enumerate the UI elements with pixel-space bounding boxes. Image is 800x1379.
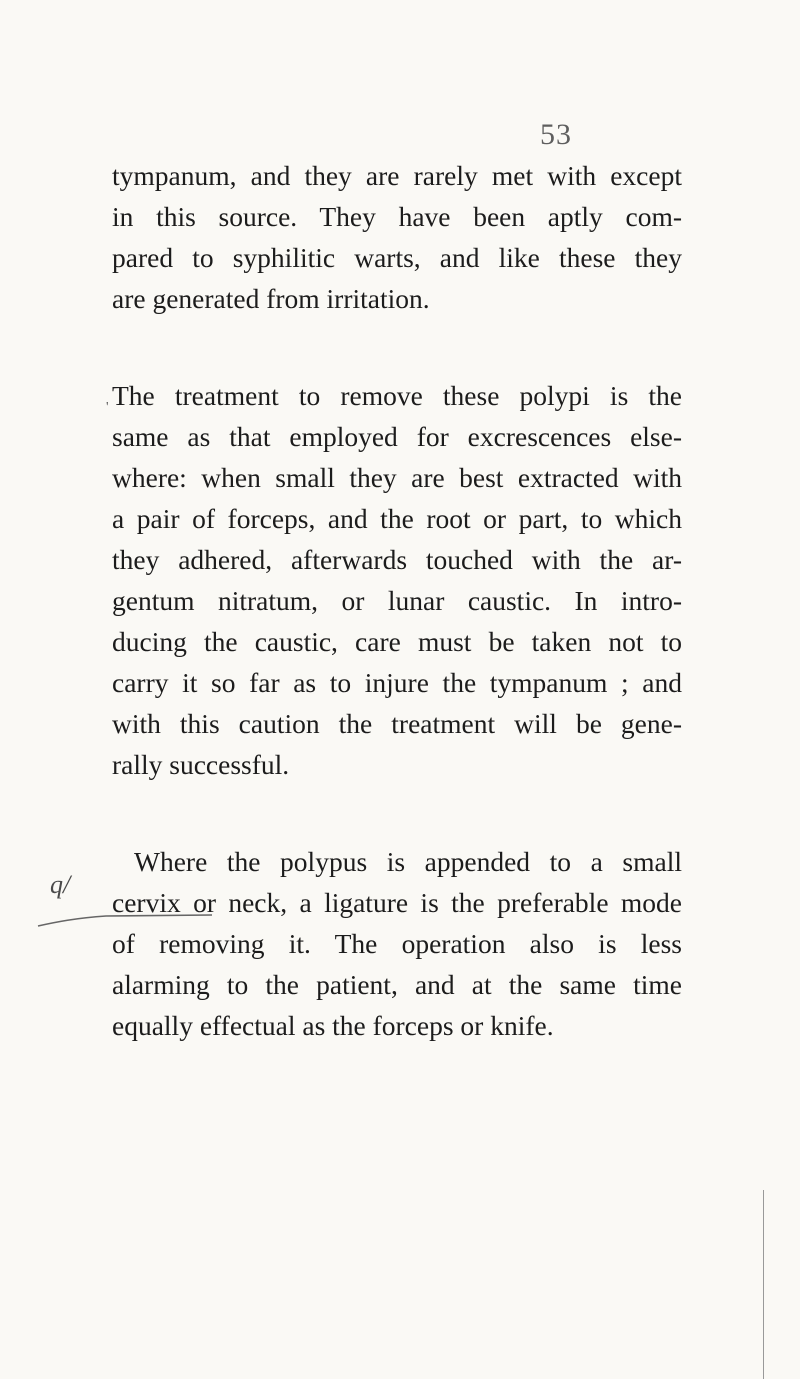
text-line: alarming to the patient, and at the same time — [112, 969, 682, 1000]
text-line: carry it so far as to injure the tympanum ; and — [112, 667, 682, 698]
text-line: The treatment to remove these polypi is the — [112, 380, 682, 411]
paragraph-3 — [112, 841, 682, 1046]
text-line: with this caution the treatment will be gene- — [112, 708, 682, 739]
text-line: cervix or neck, a ligature is the preferable mode — [112, 887, 682, 918]
text-line: a pair of forceps, and the root or part, to which — [112, 503, 682, 534]
text-line: pared to syphilitic warts, and like these they — [112, 242, 682, 273]
text-line: gentum nitratum, or lunar caustic. In intro- — [112, 585, 682, 616]
text-line: of removing it. The operation also is less — [112, 928, 682, 959]
text-line: Where the polypus is appended to a small — [134, 846, 682, 877]
stray-mark: ' — [106, 400, 109, 415]
page-number: 53 — [540, 118, 572, 151]
text-line: where: when small they are best extracted with — [112, 462, 682, 493]
text-line: same as that employed for excrescences else- — [112, 421, 682, 452]
paragraph-2 — [112, 375, 682, 785]
text-line: equally effectual as the forceps or knife. — [112, 1010, 554, 1041]
paragraph-1 — [112, 155, 682, 319]
text-line: ducing the caustic, care must be taken not to — [112, 626, 682, 657]
text-line: they adhered, afterwards touched with the ar- — [112, 544, 682, 575]
text-line: are generated from irritation. — [112, 283, 430, 314]
scan-edge-line — [763, 1190, 764, 1379]
text-line: tympanum, and they are rarely met with except — [112, 160, 682, 191]
margin-annotation: q/ — [50, 870, 71, 899]
body-text — [112, 155, 682, 1046]
text-line: in this source. They have been aptly com- — [112, 201, 682, 232]
text-line: rally successful. — [112, 749, 290, 780]
